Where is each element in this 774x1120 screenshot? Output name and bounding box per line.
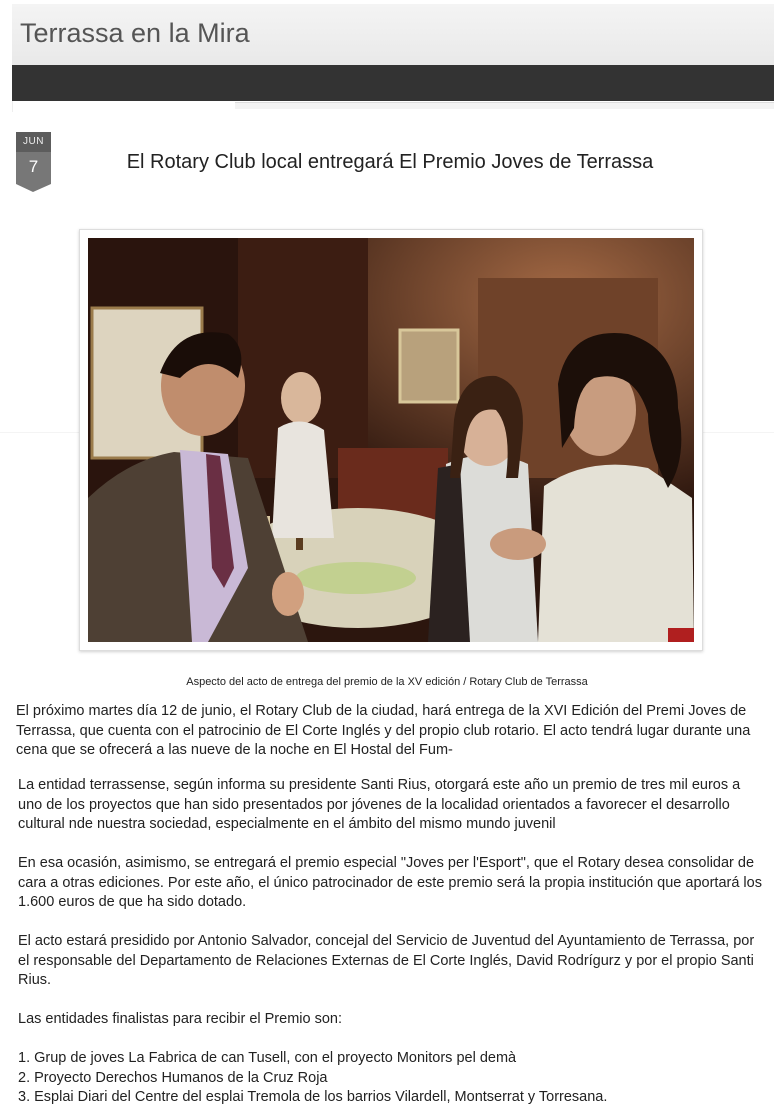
post-date-day: 7 [16,152,51,184]
post-date-month: JUN [16,132,51,152]
finalists-list [18,1049,764,1108]
finalist-item: 2. Proyecto Derechos Humanos de la Cruz Roja [18,1069,328,1086]
body-paragraph: En esa ocasión, asimismo, se entregará el premio especial "Joves per l'Esport", que el Rotary desea consolidar de cara a otras ediciones. Por este año, el único patrocinador de este premio será la propia institución que aportará los 1.600 euros de que ha sido dotado. [18,855,762,910]
post-intro-paragraph: El próximo martes día 12 de junio, el Rotary Club de la ciudad, hará entrega de la XVI Edición del Premi Joves de Terrassa, que cuenta con el patrocinio de El Corte Inglés y del propio club rotario. El acto tendrá lugar durante una cena que se ofrecerá a las nueve de la noche en El Hostal del Fum- [16,703,751,758]
post-photo-frame [79,229,703,651]
body-paragraph: La entidad terrassense, según informa su presidente Santi Rius, otorgará este año un premio de tres mil euros a uno de los proyectos que han sido presentados por jóvenes de la localidad orientados a favorecer el desarrollo cultural nde nuestra sociedad, especialmente en el ámbito del mismo mundo juvenil [18,777,741,832]
site-title[interactable]: Terrassa en la Mira [20,18,250,48]
post-date-badge [16,132,51,184]
finalist-item: 1. Grup de joves La Fabrica de can Tusell, con el proyecto Monitors pel demà [18,1050,517,1066]
finalist-item: 3. Esplai Diari del Centre del esplai Tremola de los barrios Vilardell, Montserrat y Torresana. [18,1089,608,1105]
body-paragraph: El acto estará presidido por Antonio Salvador, concejal del Servicio de Juventud del Ayuntamiento de Terrassa, por el responsable del Departamento de Relaciones Externas de El Corte Inglés, David Rodrígurz y por el propio Santi Rius. [18,933,755,988]
body-paragraph: Las entidades finalistas para recibir el Premio son: [18,1011,342,1027]
navigation-bar[interactable] [12,65,774,101]
site-header [12,4,774,66]
post-body [18,776,764,1108]
post-title[interactable]: El Rotary Club local entregará El Premio Joves de Terrassa [126,151,654,173]
sub-navigation-strip [235,102,774,109]
post-photo[interactable] [88,238,694,642]
photo-caption: Aspecto del acto de entrega del premio de la XV edición / Rotary Club de Terrassa [186,676,588,688]
